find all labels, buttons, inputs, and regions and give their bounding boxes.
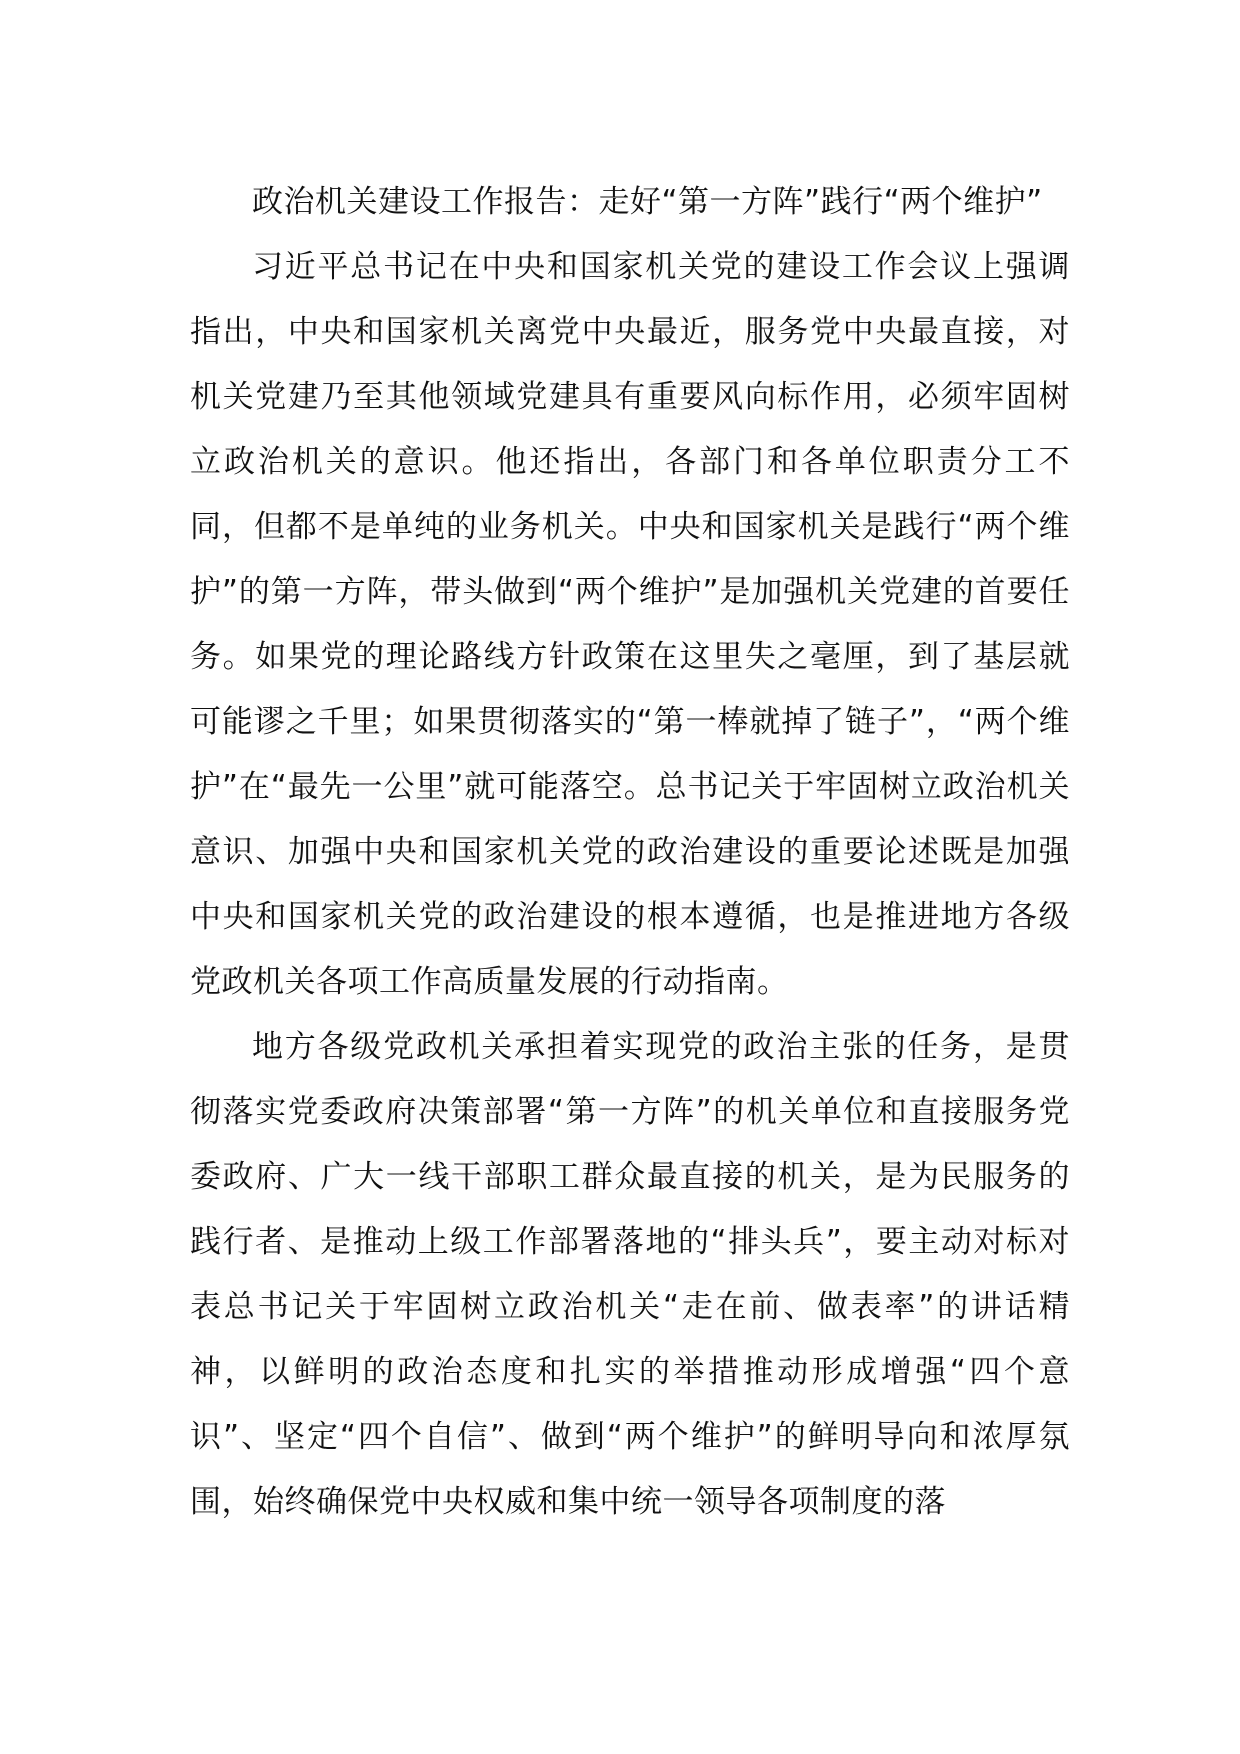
paragraph-2: 地方各级党政机关承担着实现党的政治主张的任务，是贯彻落实党委政府决策部署“第一方阵”的机关单位和直接服务党委政府、广大一线干部职工群众最直接的机关，是为民服务的践行者、是推动上级工作部署落地的“排头兵”，要主动对标对表总书记关于牢固树立政治机关“走在前、做表率”的讲话精神，以鲜明的政治态度和扎实的举措推动形成增强“四个意识”、坚定“四个自信”、做到“两个维护”的鲜明导向和浓厚氛围，始终确保党中央权威和集中统一领导各项制度的落 <box>190 1029 1070 1520</box>
document-body <box>190 170 1070 1535</box>
document-title: 政治机关建设工作报告：走好“第一方阵”践行“两个维护” <box>252 184 1043 220</box>
paragraph-1: 习近平总书记在中央和国家机关党的建设工作会议上强调指出，中央和国家机关离党中央最近，服务党中央最直接，对机关党建乃至其他领域党建具有重要风向标作用，必须牢固树立政治机关的意识。他还指出，各部门和各单位职责分工不同，但都不是单纯的业务机关。中央和国家机关是践行“两个维护”的第一方阵，带头做到“两个维护”是加强机关党建的首要任务。如果党的理论路线方针政策在这里失之毫厘，到了基层就可能谬之千里；如果贯彻落实的“第一棒就掉了链子”，“两个维护”在“最先一公里”就可能落空。总书记关于牢固树立政治机关意识、加强中央和国家机关党的政治建设的重要论述既是加强中央和国家机关党的政治建设的根本遵循，也是推进地方各级党政机关各项工作高质量发展的行动指南。 <box>190 249 1070 1000</box>
